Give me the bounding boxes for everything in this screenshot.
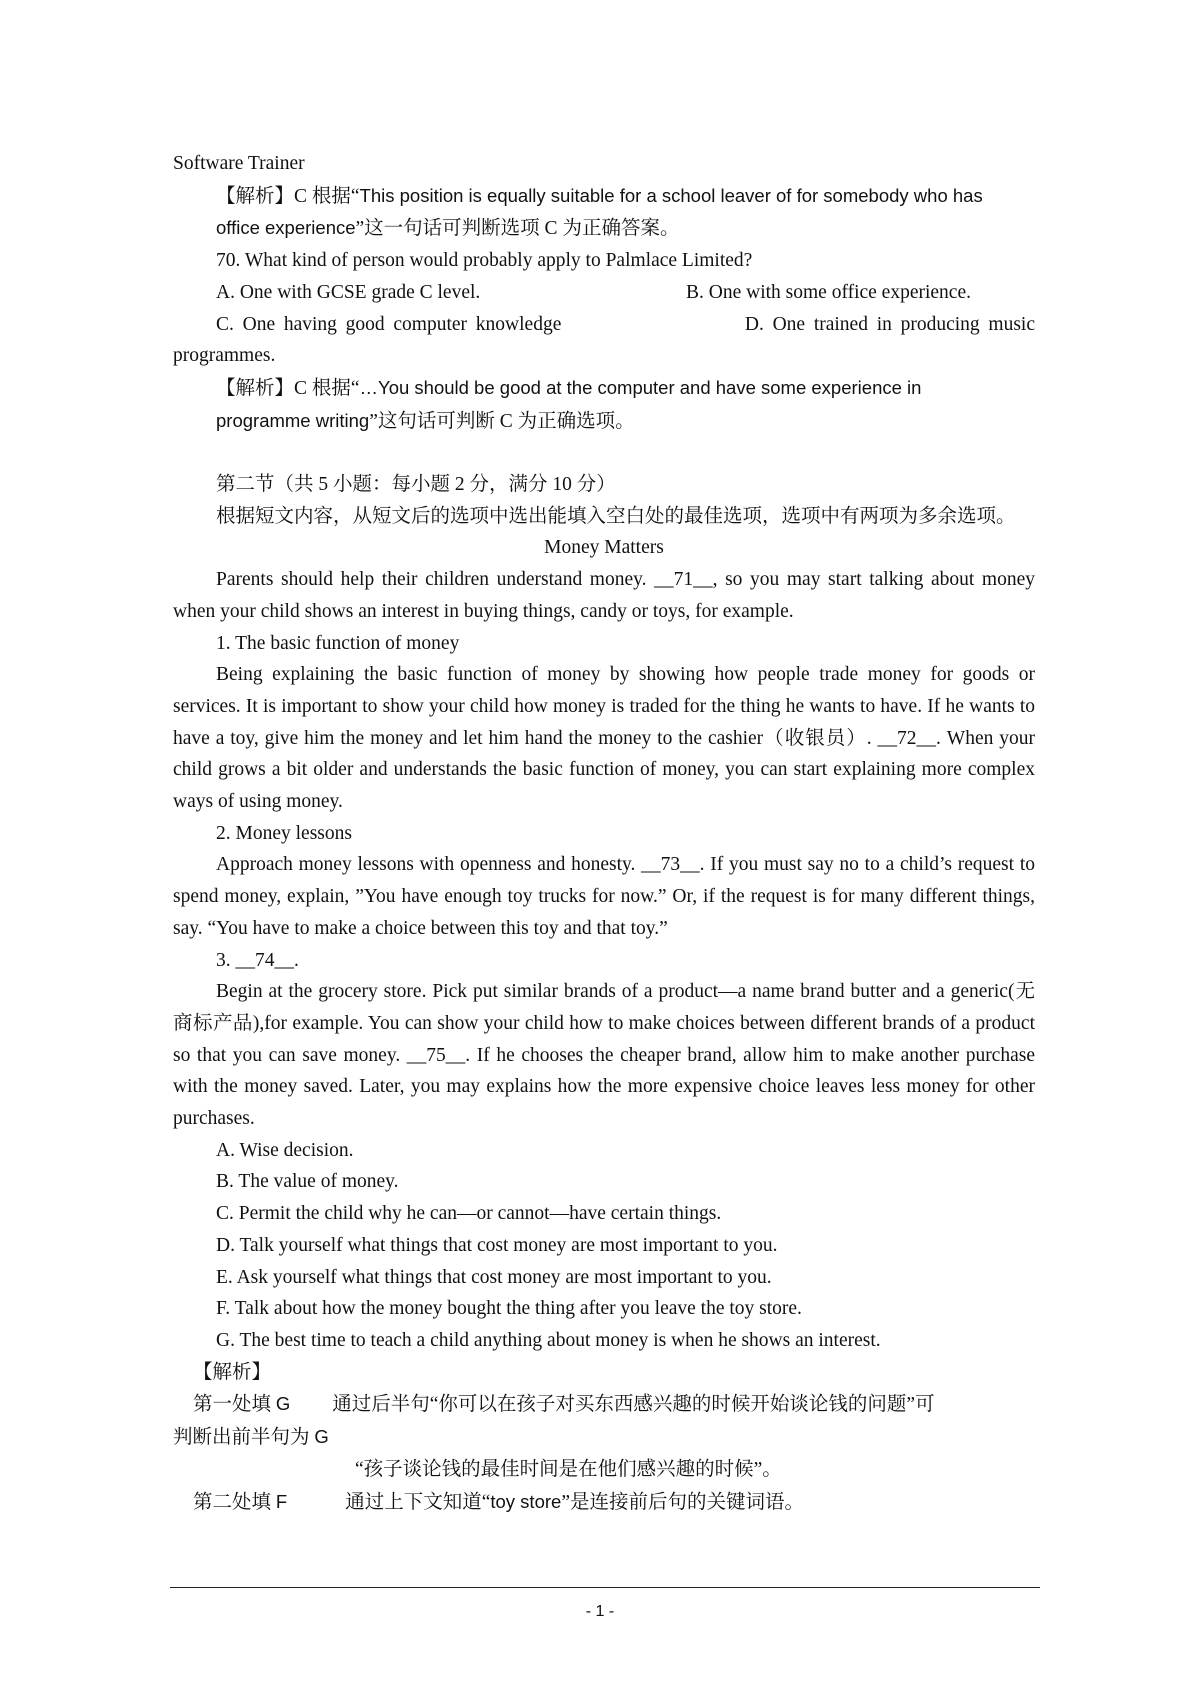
question-70: 70. What kind of person would probably apply to Palmlace Limited? xyxy=(216,250,753,272)
analysis-label: 【解析】C 根据“ xyxy=(216,377,360,399)
analysis-answer-letter: G xyxy=(275,1393,291,1415)
analysis-explanation: 通过上下文知道“ xyxy=(345,1491,491,1513)
passage-paragraph-3: Approach money lessons with openness and honesty. __73__. If you must say no to a child’s request to spend money, explain, ”You have enough toy trucks for now.” Or, if the request is for many different things, say. “You have to make a choice between this toy and that toy.” xyxy=(173,854,1035,939)
page-number: - 1 - xyxy=(585,1603,615,1620)
analysis-explanation: 通过后半句“你可以在孩子对买东西感兴趣的时候开始谈论钱的问题”可 xyxy=(332,1394,935,1416)
analysis-blank-label: 第二处填 xyxy=(193,1491,276,1513)
analysis-answer-letter: F xyxy=(275,1490,288,1512)
analysis-label: 【解析】C 根据“ xyxy=(216,185,360,207)
choice-d: D. Talk yourself what things that cost money are most important to you. xyxy=(216,1234,778,1256)
option-c-d: C. One having good computer knowledge D. One trained in producing music xyxy=(216,313,1035,335)
answer-analysis-69-cont xyxy=(173,212,1035,245)
option-d-wrap: programmes. xyxy=(173,345,276,367)
passage-heading-2: 2. Money lessons xyxy=(216,822,352,844)
question-70-options-ab xyxy=(173,277,1035,309)
answer-analysis-70 xyxy=(173,372,1035,405)
page-content xyxy=(173,148,1035,1518)
choice-a: A. Wise decision. xyxy=(216,1139,354,1161)
footer-rule xyxy=(170,1587,1040,1588)
passage-paragraph-2: Being explaining the basic function of money by showing how people trade money for goods or services. It is important to show your child how money is traded for the thing he wants to have. If he wants to have a toy, give him the money and let him hand the money to the cashier（收银员）. __72__. When your child grows a bit older and understands the basic function of money, you can start explaining more complex ways of using money. xyxy=(173,664,1035,813)
analysis-explanation-cont: 判断出前半句为 xyxy=(173,1427,315,1449)
choice-b: B. The value of money. xyxy=(216,1171,399,1193)
analysis-conclusion: ”这句话可判断 C 为正确选项。 xyxy=(369,410,635,432)
analysis-key-phrase: toy store xyxy=(490,1490,562,1512)
choice-f: F. Talk about how the money bought the thing after you leave the toy store. xyxy=(216,1298,802,1320)
analysis-explanation-end: ”是连接前后句的关键词语。 xyxy=(561,1491,804,1513)
passage-title: Money Matters xyxy=(544,537,664,559)
analysis-blank-label: 第一处填 xyxy=(193,1394,276,1416)
section-2-title: 第二节（共 5 小题：每小题 2 分，满分 10 分） xyxy=(216,474,616,496)
passage-paragraph-4: Begin at the grocery store. Pick put similar brands of a product—a name brand butter and a generic(无商标产品),for example. You can show your child how to make choices between different brands of a product so that you can save money. __75__. If he chooses the cheaper brand, allow him to make another purchase with the money saved. Later, you may explains how the more expensive choice leaves less money for other purchases. xyxy=(173,981,1035,1130)
choice-e: E. Ask yourself what things that cost money are most important to you. xyxy=(216,1266,772,1288)
section-2-instructions: 根据短文内容，从短文后的选项中选出能填入空白处的最佳选项，选项中有两项为多余选项。 xyxy=(216,505,1016,527)
analysis-blank-1-cont xyxy=(173,1421,1035,1454)
analysis-heading: 【解析】 xyxy=(193,1361,272,1383)
analysis-answer-letter: G xyxy=(314,1426,329,1448)
passage-heading-1: 1. The basic function of money xyxy=(216,632,460,654)
answer-analysis-70-cont xyxy=(173,405,1035,438)
analysis-quote: …You should be good at the computer and have some experience in xyxy=(359,376,922,398)
analysis-blank-1 xyxy=(173,1388,1035,1421)
analysis-conclusion: ”这一句话可判断选项 C 为正确答案。 xyxy=(355,218,680,240)
spacer xyxy=(173,437,1035,469)
passage-paragraph-1: Parents should help their children understand money. __71__, so you may start talking about money when your child shows an interest in buying things, candy or toys, for example. xyxy=(173,569,1035,622)
choice-g: G. The best time to teach a child anything about money is when he shows an interest. xyxy=(216,1330,881,1351)
choice-c: C. Permit the child why he can—or cannot—have certain things. xyxy=(216,1203,722,1225)
analysis-quote-cont: programme writing xyxy=(216,409,370,431)
analysis-blank-2 xyxy=(173,1486,1035,1519)
section-heading-software-trainer: Software Trainer xyxy=(173,153,305,174)
analysis-quote-cont: office experience xyxy=(216,217,356,239)
question-70-options-cd xyxy=(173,309,1035,341)
analysis-quote: This position is equally suitable for a school leaver of for somebody who has xyxy=(359,184,983,206)
option-a: A. One with GCSE grade C level. xyxy=(216,281,481,303)
answer-analysis-69 xyxy=(173,180,1035,213)
option-b: B. One with some office experience. xyxy=(686,281,971,303)
analysis-blank-1-quote: “孩子谈论钱的最佳时间是在他们感兴趣的时候”。 xyxy=(355,1458,782,1480)
passage-heading-3: 3. __74__. xyxy=(216,949,299,971)
